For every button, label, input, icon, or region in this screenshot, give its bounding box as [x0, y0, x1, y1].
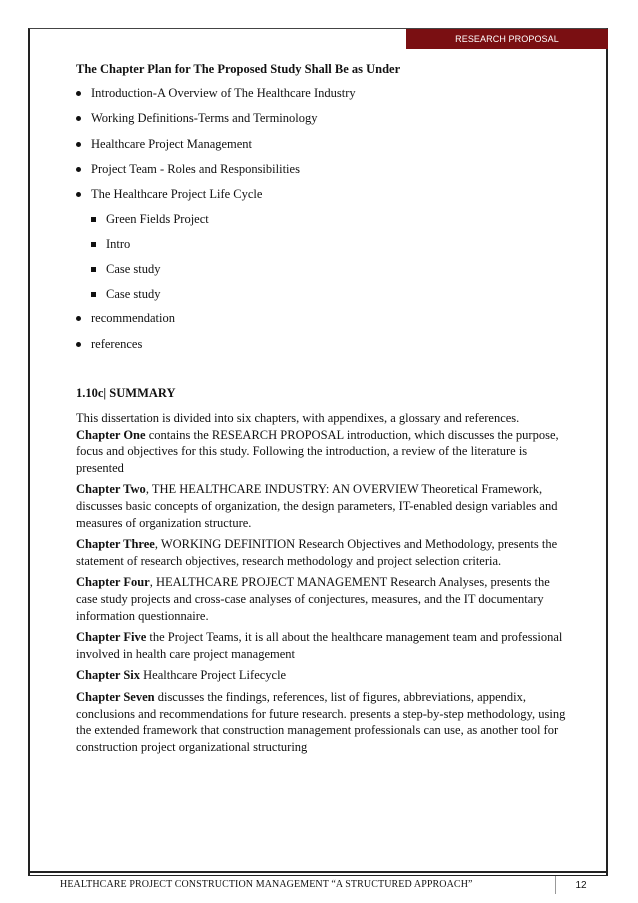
summary-paragraph	[76, 629, 568, 662]
summary-body	[76, 410, 568, 760]
list-item	[76, 185, 566, 210]
chapter-label: Chapter One	[76, 427, 146, 442]
sub-list-item-text: Case study	[106, 286, 161, 301]
list-item	[76, 335, 566, 360]
bullet-icon	[76, 342, 81, 347]
chapter-label: Chapter Three	[76, 537, 155, 552]
summary-paragraph	[76, 410, 568, 476]
square-bullet-icon	[91, 292, 96, 297]
sub-list-item	[76, 235, 566, 260]
summary-paragraph	[76, 481, 568, 531]
chapter-label: Chapter Four	[76, 575, 150, 590]
list-item-text: references	[91, 336, 143, 351]
sub-list-item	[76, 285, 566, 310]
sub-list-item-text: Green Fields Project	[106, 212, 209, 227]
sub-list-item	[76, 260, 566, 285]
summary-paragraph	[76, 667, 568, 684]
chapter-plan-heading: The Chapter Plan for The Proposed Study Shall Be as Under	[76, 62, 401, 76]
sub-list-item	[76, 210, 566, 235]
chapter-description: , WORKING DEFINITION Research Objectives and Methodology, presents the statement of research objectives, research methodology and project selection criteria.	[76, 537, 558, 568]
list-item-text: Working Definitions-Terms and Terminology	[91, 111, 318, 126]
bullet-icon	[76, 91, 81, 96]
list-item	[76, 84, 566, 109]
chapter-label: Chapter Five	[76, 630, 147, 645]
chapter-label: Chapter Two	[76, 482, 146, 497]
footer-title: HEALTHCARE PROJECT CONSTRUCTION MANAGEMENT “A STRUCTURED APPROACH”	[60, 879, 473, 890]
list-item-text: recommendation	[91, 311, 175, 326]
page-border-bottom	[28, 871, 608, 876]
bullet-icon	[76, 116, 81, 121]
list-item-text: The Healthcare Project Life Cycle	[91, 187, 263, 202]
list-item	[76, 135, 566, 160]
chapter-description: , THE HEALTHCARE INDUSTRY: AN OVERVIEW Theoretical Framework, discusses basic concepts of organization, the design parameters, IT-enabled design variables and measures of organization structure.	[76, 482, 558, 530]
page-number: 12	[555, 876, 606, 894]
chapter-description: contains the RESEARCH PROPOSAL introduction, which discusses the purpose, focus and objectives for this study. Following the introduction, a review of the literature is presented	[76, 427, 559, 475]
bullet-icon	[76, 316, 81, 321]
chapter-description: Healthcare Project Lifecycle	[140, 668, 287, 683]
square-bullet-icon	[91, 242, 96, 247]
chapter-description: discusses the findings, references, list of figures, abbreviations, appendix, conclusions and recommendations for future research. presents a step-by-step methodology, using the extended framework that construction management professionals can use, as another tool for construction project organizational structuring	[76, 689, 566, 754]
chapter-list	[76, 84, 566, 360]
bullet-icon	[76, 167, 81, 172]
chapter-description: , HEALTHCARE PROJECT MANAGEMENT Research Analyses, presents the case study projects and cross-case analyses of conjectures, measures, and the IT documentary information questionnaire.	[76, 575, 550, 623]
square-bullet-icon	[91, 267, 96, 272]
bullet-icon	[76, 192, 81, 197]
summary-title: 1.10c| SUMMARY	[76, 386, 176, 400]
list-item	[76, 160, 566, 185]
summary-intro: This dissertation is divided into six chapters, with appendixes, a glossary and references.	[76, 411, 520, 425]
list-item	[76, 109, 566, 134]
chapter-plan	[76, 60, 566, 360]
chapter-label: Chapter Six	[76, 668, 141, 683]
list-item-text: Project Team - Roles and Responsibilities	[91, 161, 300, 176]
list-item-text: Healthcare Project Management	[91, 136, 253, 151]
chapter-label: Chapter Seven	[76, 689, 155, 704]
square-bullet-icon	[91, 217, 96, 222]
chapter-description: the Project Teams, it is all about the healthcare management team and professional involved in health care project management	[76, 630, 563, 661]
list-item	[76, 309, 566, 334]
sub-list-item-text: Case study	[106, 261, 161, 276]
summary-paragraph	[76, 689, 568, 755]
summary-paragraph	[76, 574, 568, 624]
sub-list-item-text: Intro	[106, 237, 131, 252]
header-tag: RESEARCH PROPOSAL	[406, 29, 608, 49]
bullet-icon	[76, 142, 81, 147]
summary-paragraph	[76, 536, 568, 569]
list-item-text: Introduction-A Overview of The Healthcare Industry	[91, 86, 356, 100]
